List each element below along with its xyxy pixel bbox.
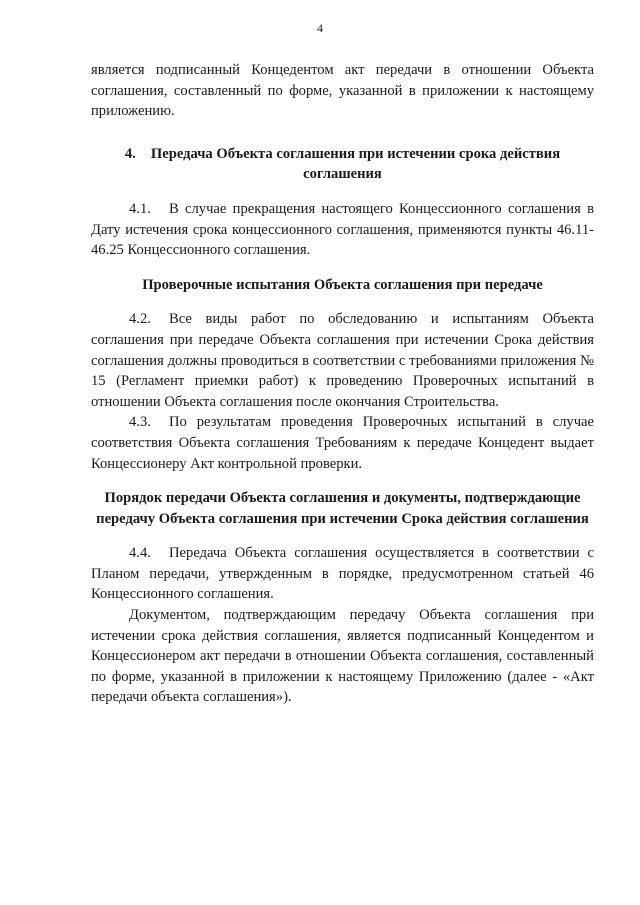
final-paragraph: Документом, подтверждающим передачу Объекта соглашения при истечении срока действия соглашения, является подписанный Концедентом и Концессионером акт передачи в отношении Объекта соглашения, составленный по форме, указанной в приложении к настоящему Приложению (далее - «Акт передачи объекта соглашения»). — [91, 607, 594, 706]
paragraph-4-1-number: 4.1. — [129, 200, 151, 217]
paragraph-4-3 — [91, 412, 594, 474]
paragraph-4-3-text: По результатам проведения Проверочных испытаний в случае соответствия Объекта соглашения Требованиям к передаче Концедент выдает Концессионеру Акт контрольной проверки. — [91, 414, 594, 472]
paragraph-4-4-text: Передача Объекта соглашения осуществляется в соответствии с Планом передачи, утвержденным в порядке, предусмотренном статьей 46 Концессионного соглашения. — [91, 545, 594, 603]
document-body — [91, 60, 594, 708]
paragraph-4-2 — [91, 309, 594, 412]
paragraph-4-1-text: В случае прекращения настоящего Концессионного соглашения в Дату истечения срока концессионного соглашения, применяются пункты 46.11-46.25 Концессионного соглашения. — [91, 200, 594, 259]
paragraph-4-2-number: 4.2. — [129, 311, 151, 328]
section-4-heading — [91, 144, 594, 185]
paragraph-4-2-text: Все виды работ по обследованию и испытаниям Объекта соглашения при передаче Объекта соглашения при истечении Срока действия соглашения должны проводиться в соответствии с требованиями приложения № 15 (Регламент приемки работ) к проведению Проверочных испытаний в отношении Объекта соглашения после окончания Строительства. — [91, 311, 594, 410]
transfer-subheading: Порядок передачи Объекта соглашения и документы, подтверждающие передачу Объекта соглашения при истечении Срока действия соглашения — [96, 490, 589, 527]
paragraph-4-1 — [91, 199, 594, 261]
page-number: 4 — [317, 21, 323, 35]
section-4-number: 4. — [124, 145, 136, 162]
paragraph-4-4 — [91, 543, 594, 605]
paragraph-4-4-number: 4.4. — [129, 545, 151, 562]
intro-paragraph: является подписанный Концедентом акт передачи в отношении Объекта соглашения, составленный по форме, указанной в приложении к настоящему приложению. — [91, 62, 594, 120]
section-4-title: Передача Объекта соглашения при истечении срока действия соглашения — [150, 145, 561, 183]
paragraph-4-3-number: 4.3. — [129, 414, 151, 431]
tests-subheading: Проверочные испытания Объекта соглашения при передаче — [142, 276, 543, 293]
